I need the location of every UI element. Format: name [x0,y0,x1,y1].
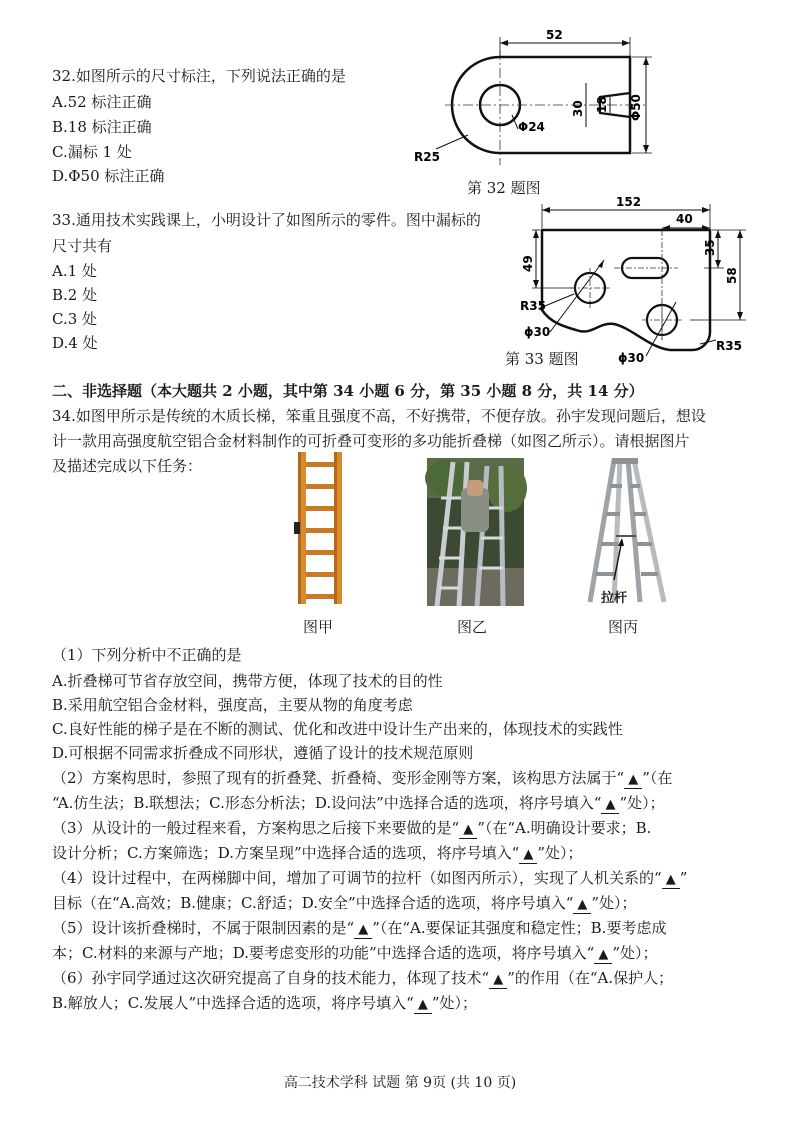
q33-dim-35: 35 [703,239,717,256]
q33-option-d: D.4 处 [52,334,98,352]
page-footer: 高二技术学科 试题 第 9页 (共 10 页) [283,1075,517,1091]
q34-sub4-line1: （4）设计过程中，在两梯脚中间，增加了可调节的拉杆（如图丙所示），实现了人机关系的“ ▲ ” [52,869,688,887]
q33-stem-line1: 33.通用技术实践课上，小明设计了如图所示的零件。图中漏标的 [52,211,481,229]
answer-blank[interactable]: ▲ [354,922,372,939]
q32-option-a: A.52 标注正确 [52,93,152,111]
q32-stem: 32.如图所示的尺寸标注，下列说法正确的是 [52,67,346,85]
q32-dim-r25: R25 [414,150,440,164]
q34-sub6-line1: （6）孙宇同学通过这次研究提高了自身的技术能力，体现了技术“ ▲ ”的作用（在“A.保护人； [52,969,674,987]
folding-ladder-photo [427,458,524,606]
answer-blank[interactable]: ▲ [601,797,619,814]
q32-figure [400,25,660,175]
q33-dim-49: 49 [521,255,535,272]
answer-blank[interactable]: ▲ [519,847,537,864]
wooden-ladder-image [290,452,350,604]
q34-intro-line2: 计一款用高强度航空铝合金材料制作的可折叠可变形的多功能折叠梯（如图乙所示）。请根据图片 [52,432,690,450]
q32-dim-phi50: Φ50 [629,94,643,121]
q32-dim-30: 30 [571,100,585,117]
q34-sub2-line2: “A.仿生法；B.联想法；C.形态分析法；D.设问法”中选择合适的选项，将序号填入“ ▲ ”处）； [52,794,665,812]
answer-blank[interactable]: ▲ [414,997,432,1014]
q32-dim-52: 52 [546,28,563,42]
q32-figure-caption: 第 32 题图 [467,179,541,197]
q34-sub3-line2: 设计分析；C.方案筛选；D.方案呈现”中选择合适的选项，将序号填入“ ▲ ”处）； [52,844,583,862]
q33-figure-caption: 第 33 题图 [505,350,579,368]
q33-option-b: B.2 处 [52,286,98,304]
q32-dim-18: 18 [595,96,609,113]
answer-blank[interactable]: ▲ [489,972,507,989]
q33-figure [510,190,770,370]
answer-blank[interactable]: ▲ [594,947,612,964]
q34-sub3-line1: （3）从设计的一般过程来看，方案构思之后接下来要做的是“ ▲ ”（在“A.明确设计要求；B. [52,819,652,837]
figure-bing-caption: 图丙 [608,618,639,636]
q32-option-d: D.Φ50 标注正确 [52,167,165,185]
q34-intro-line1: 34.如图甲所示是传统的木质长梯，笨重且强度不高，不好携带，不便存放。孙宇发现问题后，想设 [52,407,706,425]
q33-dim-r35-right: R35 [716,339,742,353]
q34-sub6-line2: B.解放人；C.发展人”中选择合适的选项，将序号填入“ ▲ ”处）； [52,994,478,1012]
section-2-heading: 二、非选择题（本大题共 2 小题，其中第 34 小题 6 分，第 35 小题 8 分，共 14 分） [52,382,644,400]
q33-dim-phi30-right: ϕ30 [618,351,645,365]
q32-option-b: B.18 标注正确 [52,118,152,136]
q33-stem-line2: 尺寸共有 [52,237,113,255]
figure-jia-caption: 图甲 [303,618,334,636]
pull-rod-label: 拉杆 [601,591,628,606]
q33-option-a: A.1 处 [52,262,97,280]
q33-dim-152: 152 [616,195,642,209]
q32-option-c: C.漏标 1 处 [52,143,132,161]
q33-dim-phi30-left: ϕ30 [524,325,551,339]
q33-dim-58: 58 [725,267,739,284]
q33-option-c: C.3 处 [52,310,98,328]
q34-sub4-line2: 目标（在“A.高效；B.健康；C.舒适；D.安全”中选择合适的选项，将序号填入“ ▲ ”处）； [52,894,637,912]
q34-sub1-option-d: D.可根据不同需求折叠成不同形状，遵循了设计的技术规范原则 [52,744,474,762]
answer-blank[interactable]: ▲ [662,872,680,889]
q34-sub2-line1: （2）方案构思时，参照了现有的折叠凳、折叠椅、变形金刚等方案，该构思方法属于“ ▲ ”（在 [52,769,673,787]
q34-sub1-option-a: A.折叠梯可节省存放空间，携带方便，体现了技术的目的性 [52,672,443,690]
q34-sub1-stem: （1）下列分析中不正确的是 [52,646,242,664]
q32-dim-phi24: Φ24 [518,120,545,134]
figure-yi-caption: 图乙 [457,618,488,636]
q34-sub1-option-b: B.采用航空铝合金材料，强度高，主要从物的角度考虑 [52,696,413,714]
answer-blank[interactable]: ▲ [624,772,642,789]
a-frame-ladder-image [584,456,668,606]
q34-sub1-option-c: C.良好性能的梯子是在不断的测试、优化和改进中设计生产出来的，体现技术的实践性 [52,720,623,738]
answer-blank[interactable]: ▲ [459,822,477,839]
q33-dim-r35-left: R35 [520,299,546,313]
q34-sub5-line1: （5）设计该折叠梯时，不属于限制因素的是“ ▲ ”（在“A.要保证其强度和稳定性；B.要考虑成 [52,919,667,937]
q34-sub5-line2: 本；C.材料的来源与产地；D.要考虑变形的功能”中选择合适的选项，将序号填入“ ▲ ”处）； [52,944,658,962]
answer-blank[interactable]: ▲ [573,897,591,914]
q33-dim-40: 40 [676,212,693,226]
q34-intro-line3: 及描述完成以下任务： [52,457,203,475]
